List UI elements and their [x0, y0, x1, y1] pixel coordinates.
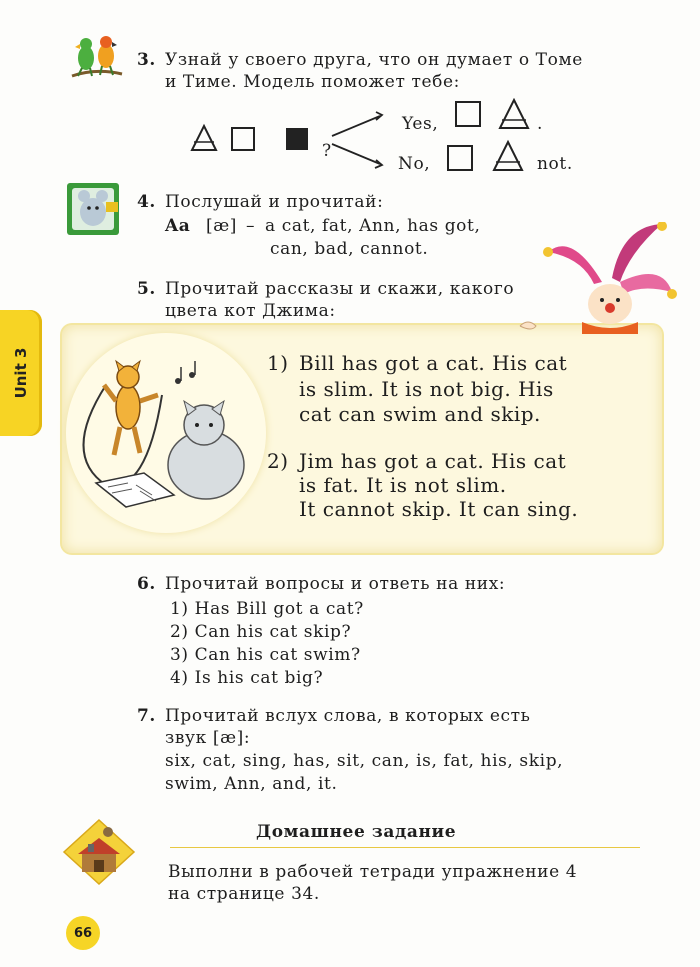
story-2-line1: Jim has got a cat. His cat — [299, 449, 567, 473]
model-question-mark: ? — [322, 141, 332, 161]
exercise-6-line1: Прочитай вопросы и ответь на них: — [165, 574, 506, 594]
page-number: 66 — [66, 916, 100, 950]
cats-illustration — [66, 345, 266, 525]
exercise-7-line2: звук [æ]: — [165, 728, 251, 748]
question-3: 3) Can his cat swim? — [170, 645, 361, 665]
question-4: 4) Is his cat big? — [170, 668, 324, 688]
model-no-label: No, — [398, 154, 431, 174]
exercise-5-line2: цвета кот Джима: — [165, 301, 336, 321]
no-square-icon — [448, 146, 472, 170]
model-no-end: not. — [537, 154, 573, 174]
story-2-number: 2) — [267, 449, 289, 473]
jester-illustration — [512, 222, 680, 334]
exercise-7-number: 7. — [137, 706, 156, 726]
arrow-down-icon — [332, 144, 380, 164]
unit-tab-label: Unit 3 — [12, 347, 30, 399]
exercise-7-words2: swim, Ann, and, it. — [165, 774, 338, 794]
exercise-6-number: 6. — [137, 574, 156, 594]
music-notes-icon — [175, 361, 195, 384]
filled-square-icon — [286, 128, 308, 150]
story-1-line1: Bill has got a cat. His cat — [299, 351, 568, 375]
exercise-4-number: 4. — [137, 192, 156, 212]
exercise-7-words1: six, cat, sing, has, sit, can, is, fat, his, skip, — [165, 751, 564, 771]
homework-line1: Выполни в рабочей тетради упражнение 4 — [168, 862, 578, 882]
book-icon — [96, 473, 174, 507]
story-1-line2: is slim. It is not big. His — [299, 377, 554, 401]
person-triangle-icon — [192, 126, 216, 150]
exercise-4-letter: Aa — [165, 216, 191, 236]
exercise-4-phonetic: [æ] — [206, 216, 238, 236]
story-2-line3: It cannot skip. It can sing. — [299, 497, 579, 521]
question-2: 2) Can his cat skip? — [170, 622, 352, 642]
story-2-line2: is fat. It is not slim. — [299, 473, 507, 497]
homework-line2: на странице 34. — [168, 884, 320, 904]
yes-triangle-icon — [500, 100, 528, 128]
model-yes-label: Yes, — [402, 114, 439, 134]
model-yes-end: . — [537, 114, 544, 134]
exercise-4-dash: – — [246, 216, 256, 236]
story-1-line3: cat can swim and skip. — [299, 402, 541, 426]
yes-square-icon — [456, 102, 480, 126]
homework-house-icon — [62, 818, 136, 888]
exercise-5-line1: Прочитай рассказы и скажи, какого — [165, 279, 515, 299]
homework-title: Домашнее задание — [256, 822, 457, 842]
story-1-number: 1) — [267, 351, 289, 375]
question-1: 1) Has Bill got a cat? — [170, 599, 364, 619]
unit-tab — [0, 310, 42, 436]
exercise-7-line1: Прочитай вслух слова, в которых есть — [165, 706, 531, 726]
slim-cat-icon — [104, 361, 158, 455]
fat-cat-icon — [168, 401, 244, 499]
exercise-3-number: 3. — [137, 50, 156, 70]
empty-square-icon — [232, 128, 254, 150]
exercise-4-line1: Послушай и прочитай: — [165, 192, 384, 212]
listen-cassette-icon — [66, 182, 120, 236]
exercise-4-words1: a cat, fat, Ann, has got, — [265, 216, 481, 236]
exercise-5-number: 5. — [137, 279, 156, 299]
homework-divider — [170, 847, 640, 848]
exercise-3-line1: Узнай у своего друга, что он думает о Томе — [165, 50, 583, 70]
exercise-4-words2: can, bad, cannot. — [270, 239, 429, 259]
exercise-3-line2: и Тиме. Модель поможет тебе: — [165, 72, 460, 92]
arrow-up-icon — [332, 116, 380, 136]
parrots-icon — [66, 32, 126, 82]
no-triangle-icon — [494, 142, 522, 170]
